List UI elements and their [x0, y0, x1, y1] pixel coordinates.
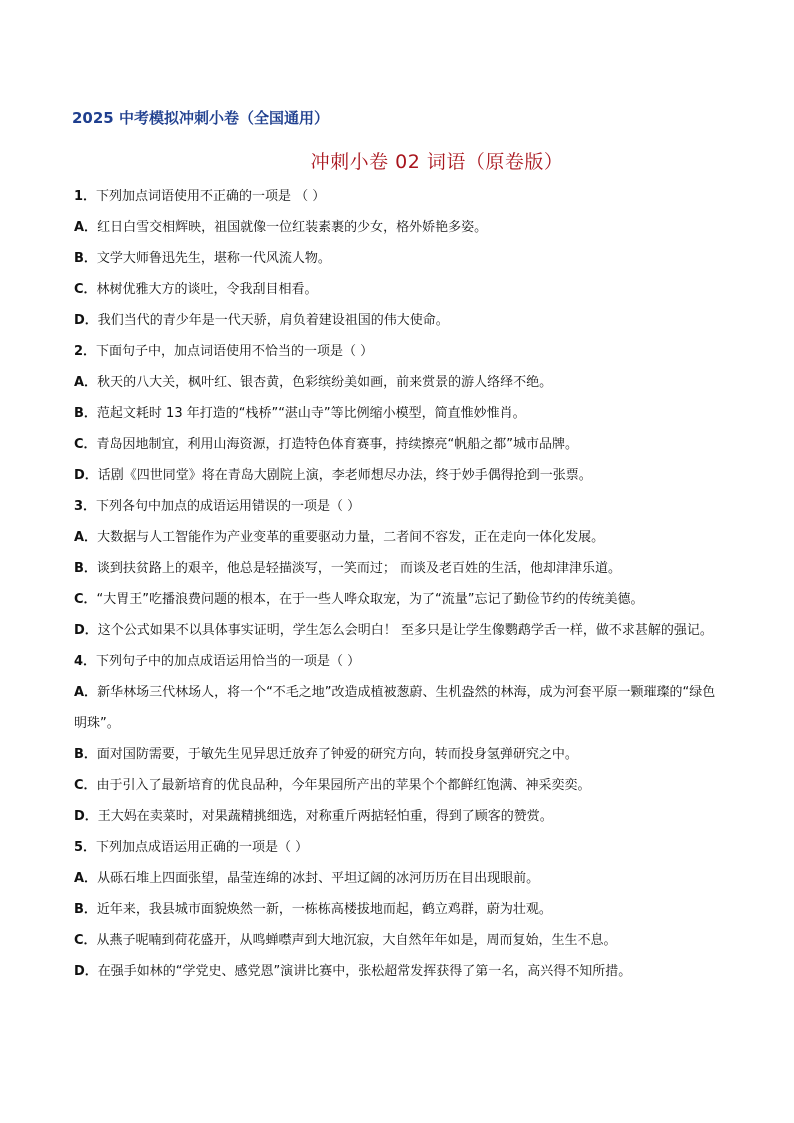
question-number: 1．	[74, 189, 97, 204]
option-letter: B．	[74, 406, 97, 421]
question-stem	[74, 491, 724, 522]
option-text: 王大妈在卖菜时，对果蔬精挑细选，对称重斤两掂轻怕重，得到了顾客的赞赏。	[97, 809, 553, 824]
option-c	[74, 429, 724, 460]
option-letter: D．	[74, 964, 98, 979]
option-text: 面对国防需要，于敏先生见异思迁放弃了钟爱的研究方向，转而投身氢弹研究之中。	[96, 747, 578, 762]
option-d	[74, 305, 724, 336]
option-text: 范起文耗时 13 年打造的“栈桥”“湛山寺”等比例缩小模型，简直惟妙惟肖。	[96, 406, 526, 421]
question-list	[74, 181, 724, 987]
option-text: 在强手如林的“学党史、感党恩”演讲比赛中，张松超常发挥获得了第一名，高兴得不知所措。	[97, 964, 632, 979]
option-text: 近年来，我县城市面貌焕然一新，一栋栋高楼拔地而起，鹤立鸡群，蔚为壮观。	[96, 902, 552, 917]
option-letter: A．	[74, 685, 98, 700]
question-5	[74, 832, 724, 987]
question-2	[74, 336, 724, 491]
page-title: 冲刺小卷 02 词语（原卷版）	[310, 151, 564, 173]
question-3	[74, 491, 724, 646]
question-stem	[74, 181, 724, 212]
question-text: 下列加点词语使用不正确的一项是 （ ）	[96, 189, 326, 204]
option-letter: D．	[74, 468, 98, 483]
option-d	[74, 956, 724, 987]
option-b	[74, 739, 724, 770]
question-4	[74, 646, 724, 832]
option-letter: C．	[74, 778, 97, 793]
option-b	[74, 398, 724, 429]
option-c	[74, 584, 724, 615]
option-letter: D．	[74, 623, 98, 638]
question-text: 下列加点成语运用正确的一项是（ ）	[96, 840, 309, 855]
option-letter: B．	[74, 251, 97, 266]
option-text: 话剧《四世同堂》将在青岛大剧院上演，李老师想尽办法，终于妙手偶得抢到一张票。	[97, 468, 592, 483]
option-letter: A．	[74, 871, 98, 886]
option-a	[74, 367, 724, 398]
option-text: 新华林场三代林场人，将一个“不毛之地”改造成植被葱蔚、生机盎然的林海，成为河套平原一颗璀璨的“绿色明珠”。	[74, 685, 716, 731]
option-text: 林树优雅大方的谈吐，令我刮目相看。	[96, 282, 318, 297]
question-number: 2．	[74, 344, 97, 359]
option-text: 谈到扶贫路上的艰辛，他总是轻描淡写，一笑而过； 而谈及老百姓的生活，他却津津乐道。	[96, 561, 622, 576]
option-text: 红日白雪交相辉映，祖国就像一位红装素裹的少女，格外娇艳多姿。	[97, 220, 488, 235]
option-d	[74, 615, 724, 646]
option-letter: A．	[74, 220, 98, 235]
question-stem	[74, 646, 724, 677]
option-a	[74, 863, 724, 894]
option-text: 由于引入了最新培育的优良品种，今年果园所产出的苹果个个都鲜红饱满、神采奕奕。	[96, 778, 591, 793]
option-d	[74, 460, 724, 491]
option-text: “大胃王”吃播浪费问题的根本，在于一些人哗众取宠，为了“流量”忘记了勤俭节约的传统美德。	[96, 592, 644, 607]
option-letter: C．	[74, 282, 97, 297]
option-text: 这个公式如果不以具体事实证明，学生怎么会明白！ 至多只是让学生像鹦鹉学舌一样，做不求甚解的强记。	[97, 623, 713, 638]
option-b	[74, 894, 724, 925]
option-letter: B．	[74, 561, 97, 576]
option-text: 从砾石堆上四面张望，晶莹连绵的冰封、平坦辽阔的冰河历历在目出现眼前。	[97, 871, 540, 886]
option-text: 大数据与人工智能作为产业变革的重要驱动力量，二者间不容发，正在走向一体化发展。	[97, 530, 605, 545]
question-text: 下面句子中，加点词语使用不恰当的一项是（ ）	[96, 344, 374, 359]
option-text: 秋天的八大关，枫叶红、银杏黄，色彩缤纷美如画，前来赏景的游人络绎不绝。	[97, 375, 553, 390]
option-a	[74, 522, 724, 553]
option-letter: D．	[74, 313, 98, 328]
question-stem	[74, 336, 724, 367]
option-letter: C．	[74, 437, 97, 452]
option-letter: B．	[74, 902, 97, 917]
option-text: 我们当代的青少年是一代天骄，肩负着建设祖国的伟大使命。	[97, 313, 449, 328]
question-number: 5．	[74, 840, 97, 855]
question-number: 3．	[74, 499, 97, 514]
option-letter: D．	[74, 809, 98, 824]
option-c	[74, 770, 724, 801]
question-number: 4．	[74, 654, 97, 669]
series-title: 2025 中考模拟冲刺小卷（全国通用）	[72, 109, 329, 127]
option-b	[74, 243, 724, 274]
question-1	[74, 181, 724, 336]
question-text: 下列句子中的加点成语运用恰当的一项是（ ）	[96, 654, 361, 669]
option-letter: A．	[74, 375, 98, 390]
option-text: 青岛因地制宜，利用山海资源，打造特色体育赛事，持续擦亮“帆船之都”城市品牌。	[96, 437, 579, 452]
option-a	[74, 212, 724, 243]
option-letter: C．	[74, 592, 97, 607]
option-letter: B．	[74, 747, 97, 762]
option-c	[74, 274, 724, 305]
option-b	[74, 553, 724, 584]
option-letter: C．	[74, 933, 97, 948]
option-text: 文学大师鲁迅先生，堪称一代风流人物。	[96, 251, 331, 266]
question-stem	[74, 832, 724, 863]
question-text: 下列各句中加点的成语运用错误的一项是（ ）	[96, 499, 361, 514]
option-text: 从燕子呢喃到荷花盛开，从鸣蝉噤声到大地沉寂，大自然年年如是，周而复始，生生不息。	[96, 933, 617, 948]
option-letter: A．	[74, 530, 98, 545]
option-a	[74, 677, 724, 739]
option-c	[74, 925, 724, 956]
option-d	[74, 801, 724, 832]
